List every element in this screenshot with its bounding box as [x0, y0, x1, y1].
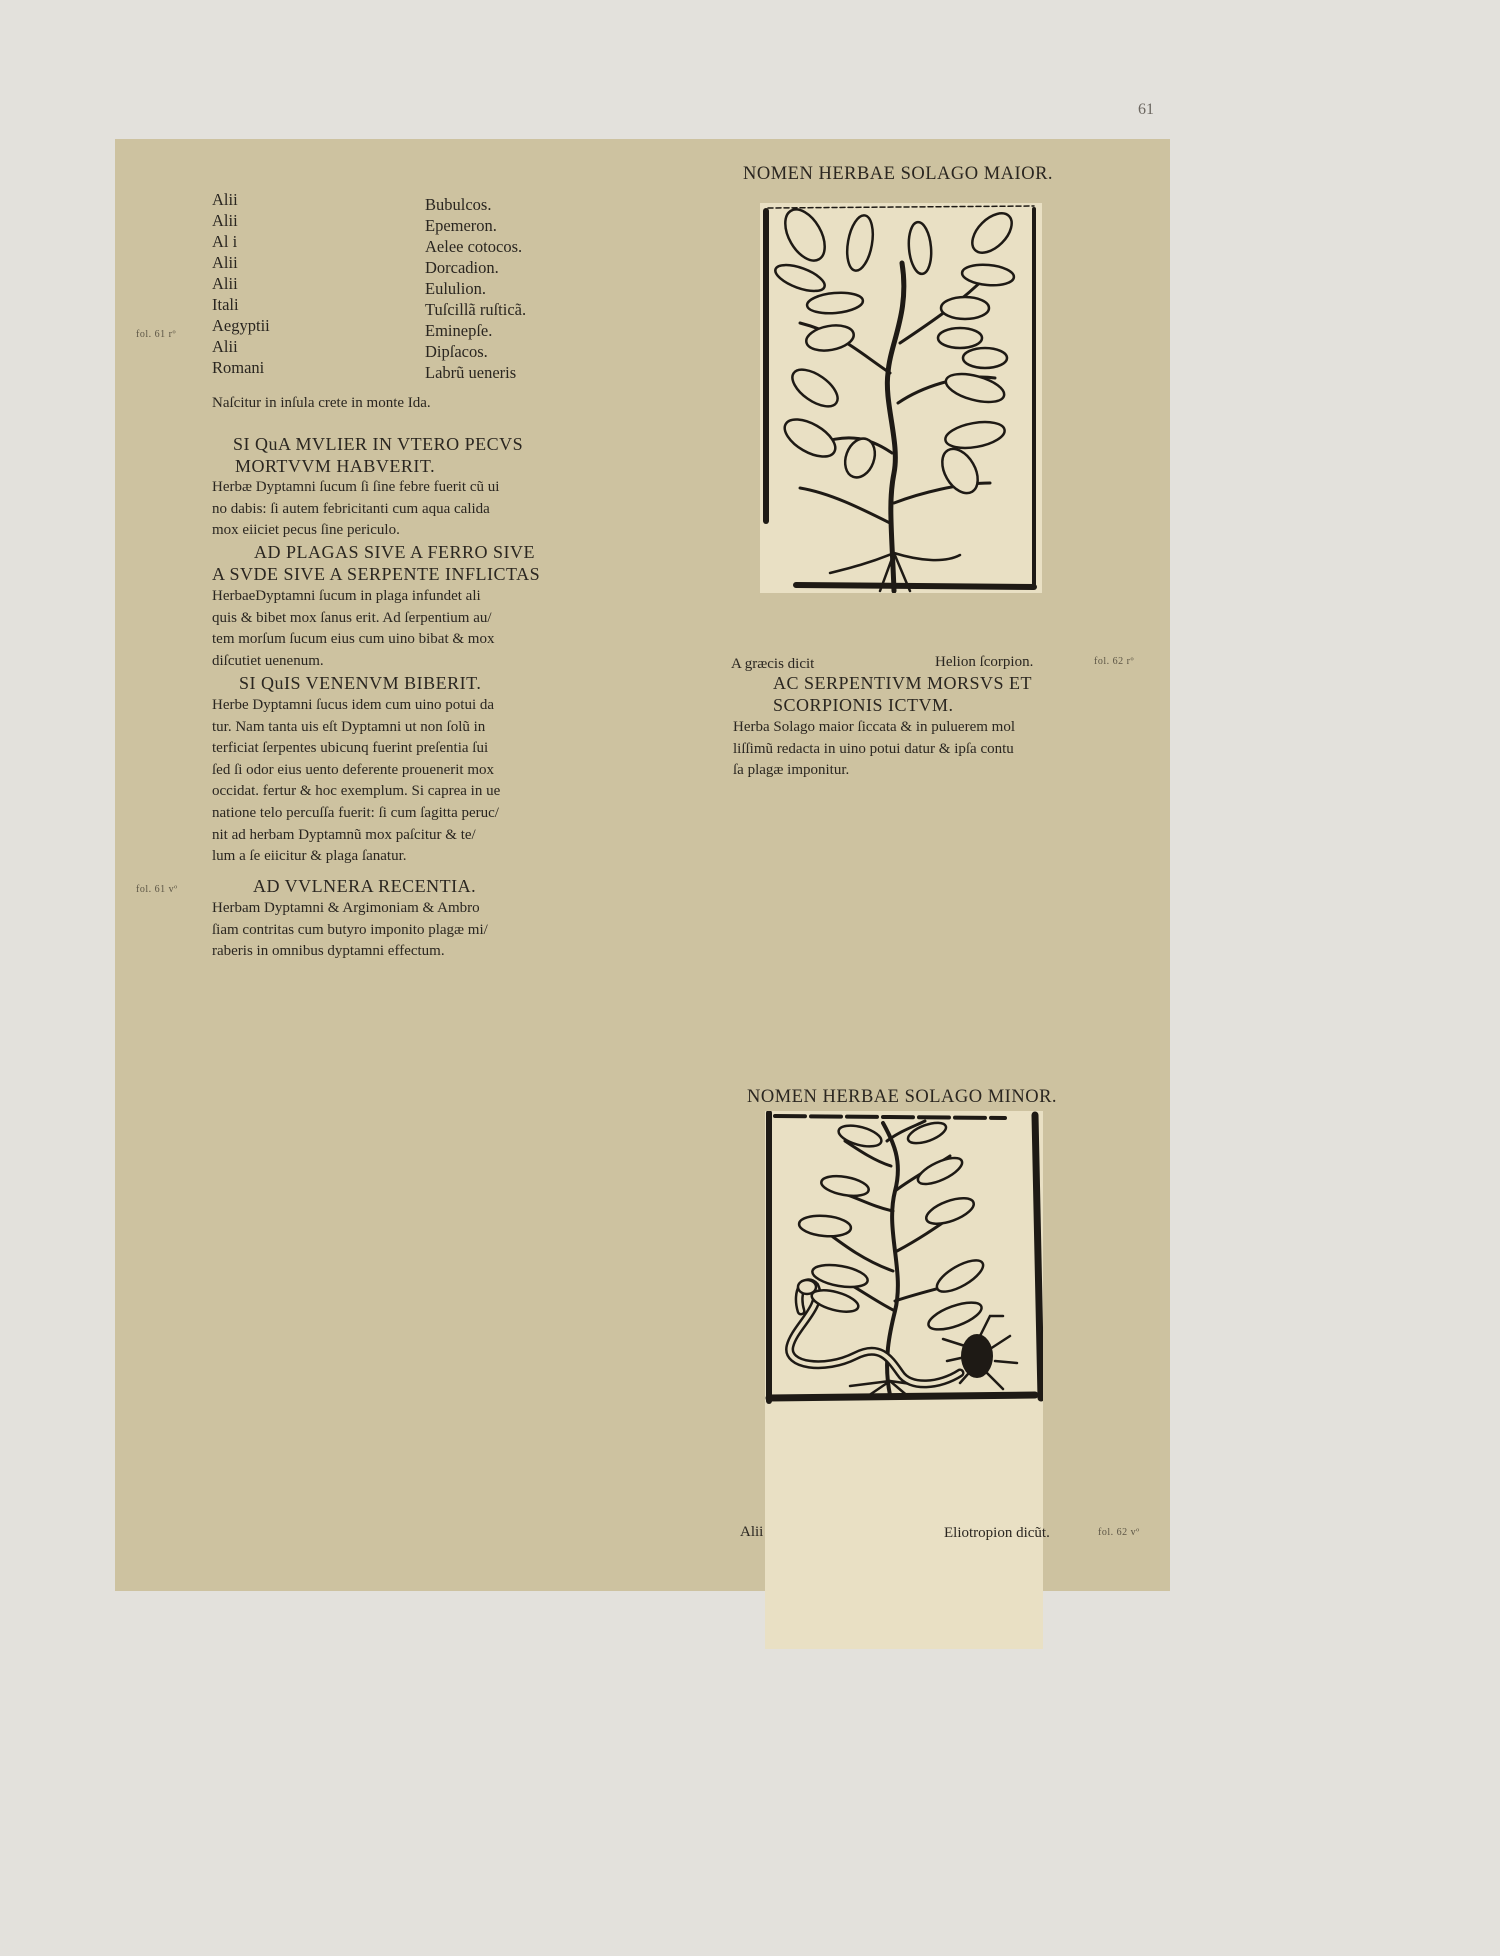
heading-line: SI QuIS VENENVM BIBERIT.	[239, 673, 482, 693]
synonym-label: Alii	[212, 253, 238, 272]
synonym-major-value: Helion ſcorpion.	[935, 654, 1034, 670]
synonym-label: Itali	[212, 295, 239, 314]
synonym-value: Tuſcillã ruſticã.	[425, 300, 527, 319]
synonym-label: Alii	[212, 337, 238, 356]
section-heading	[233, 433, 523, 477]
text-line: no dabis: ſi autem febricitanti cum aqua calida	[212, 500, 490, 517]
synonym-minor-value: Eliotropion dicũt.	[944, 1525, 1050, 1541]
folio-marker: fol. 61 vº	[136, 884, 178, 895]
text-line: HerbaeDyptamni ſucum in plaga infundet ali	[212, 588, 481, 604]
synonym-label: Al i	[212, 232, 238, 251]
synonym-value: Labrũ ueneris	[425, 363, 517, 382]
section-body	[212, 695, 500, 868]
heading-line: AD VVLNERA RECENTIA.	[253, 876, 477, 896]
text-line: occidat. fertur & hoc exemplum. Si caprea in ue	[212, 783, 501, 800]
heading-line: SCORPIONIS ICTVM.	[773, 695, 954, 715]
text-line: Herbæ Dyptamni ſucum ſi ſine febre fuerit cũ ui	[212, 479, 500, 495]
section-body	[212, 898, 488, 963]
synonym-values	[425, 194, 526, 383]
text-line: quis & bibet mox ſanus erit. Ad ſerpentium au/	[212, 609, 492, 626]
facsimile-plate	[115, 139, 1170, 1591]
text-line: diſcutiet uenenum.	[212, 652, 324, 669]
text-line: natione telo percuſſa fuerit: ſi cum ſagitta peruc/	[212, 804, 499, 821]
remedy-body	[733, 717, 1015, 782]
synonym-label: Alii	[212, 190, 238, 209]
text-line: liſſimũ redacta in uino potui datur & ipſa contu	[733, 740, 1014, 757]
synonym-value: Eminepſe.	[425, 321, 493, 340]
section-heading	[253, 875, 476, 897]
text-line: ſed ſi odor eius uento deferente prouenerit mox	[212, 761, 494, 778]
heading-line: MORTVVM HABVERIT.	[235, 456, 436, 476]
text-line: ſa plagæ imponitur.	[733, 762, 850, 779]
heading-line: AD PLAGAS SIVE A FERRO SIVE	[254, 542, 536, 562]
text-line: Herba Solago maior ſiccata & in puluerem mol	[733, 719, 1015, 735]
woodcut-solago-minor	[765, 1111, 1043, 1649]
text-line: ſiam contritas cum butyro imponito plagæ mi/	[212, 921, 488, 938]
folio-marker: fol. 62 rº	[1094, 656, 1135, 667]
plant-woodcut-icon	[760, 203, 1042, 593]
text-line: tur. Nam tanta uis eſt Dyptamni ut non ſolũ in	[212, 718, 486, 735]
text-line: nit ad herbam Dyptamnũ mox paſcitur & te/	[212, 826, 476, 843]
text-line: lum a ſe eiicitur & plaga ſanatur.	[212, 848, 407, 865]
section-body	[212, 477, 499, 542]
section-heading	[212, 541, 540, 585]
synonym-label: Romani	[212, 358, 265, 377]
woodcut-solago-maior	[760, 203, 1042, 593]
text-line: mox eiiciet pecus ſine periculo.	[212, 522, 400, 539]
synonym-value: Eululion.	[425, 279, 486, 298]
habitat-line: Naſcitur in inſula crete in monte Ida.	[212, 395, 431, 411]
plant-snake-scorpion-woodcut-icon	[765, 1111, 1043, 1649]
section-body	[212, 586, 494, 672]
text-line: Herbe Dyptamni ſucus idem cum uino potui da	[212, 697, 495, 713]
synonym-labels	[212, 189, 270, 378]
synonym-major-label: A græcis dicit	[731, 656, 815, 672]
synonym-label: Aegyptii	[212, 316, 270, 335]
synonym-label: Alii	[212, 211, 238, 230]
heading-line: A SVDE SIVE A SERPENTE INFLICTAS	[212, 564, 541, 584]
plant-title-minor: NOMEN HERBAE SOLAGO MINOR.	[747, 1087, 1058, 1107]
text-line: raberis in omnibus dyptamni effectum.	[212, 943, 445, 960]
synonym-value: Aelee cotocos.	[425, 237, 523, 256]
heading-line: SI QuA MVLIER IN VTERO PECVS	[233, 434, 524, 454]
folio-marker: fol. 61 rº	[136, 329, 177, 340]
synonym-label: Alii	[212, 274, 238, 293]
text-line: Herbam Dyptamni & Argimoniam & Ambro	[212, 900, 480, 916]
synonym-value: Dorcadion.	[425, 258, 499, 277]
section-heading	[239, 672, 481, 694]
remedy-heading	[773, 672, 1032, 716]
text-line: tem morſum ſucum eius cum uino bibat & mox	[212, 631, 495, 648]
folio-marker: fol. 62 vº	[1098, 1527, 1140, 1538]
text-line: terficiat ſerpentes ubicunq fuerint preſentia ſui	[212, 740, 489, 757]
plant-title-major: NOMEN HERBAE SOLAGO MAIOR.	[743, 164, 1054, 184]
synonym-value: Dipſacos.	[425, 342, 488, 361]
page-number: 61	[1138, 101, 1154, 118]
heading-line: AC SERPENTIVM MORSVS ET	[773, 673, 1033, 693]
synonym-minor-label: Alii	[740, 1524, 764, 1540]
synonym-value: Bubulcos.	[425, 195, 492, 214]
synonym-value: Epemeron.	[425, 216, 497, 235]
